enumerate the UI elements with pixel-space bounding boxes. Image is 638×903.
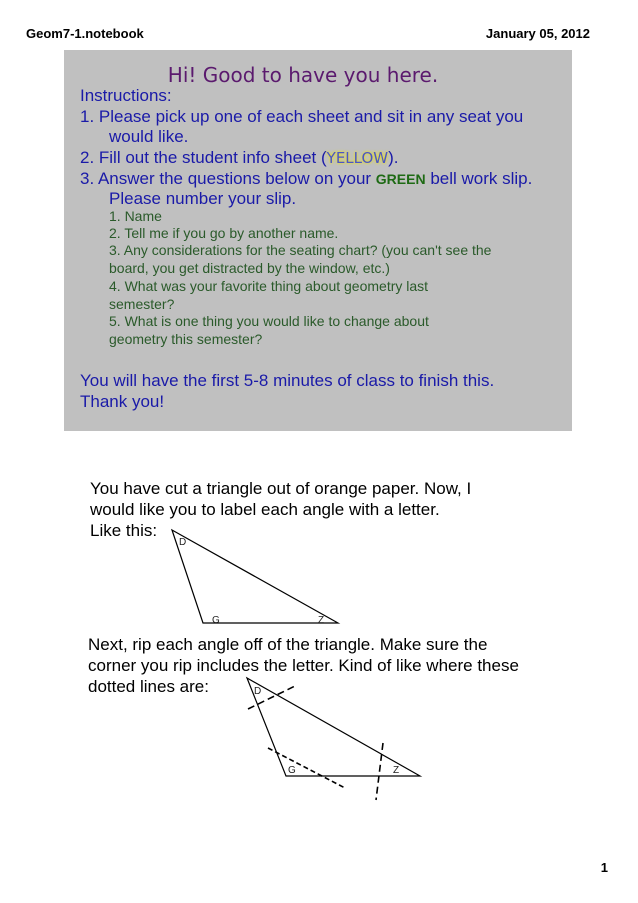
question-line: 3. Any considerations for the seating chart? (you can't see the	[109, 242, 492, 258]
tear-triangle	[247, 678, 420, 776]
closing-line-2: Thank you!	[80, 392, 165, 411]
closing-line-1: You will have the first 5-8 minutes of class to finish this.	[80, 371, 495, 390]
step-3-post: bell work slip.	[425, 169, 533, 188]
labeled-triangle	[172, 530, 338, 623]
step-1-line-a: 1. Please pick up one of each sheet and sit in any seat you	[80, 107, 524, 126]
triangle-1-label-d: D	[179, 537, 187, 548]
step-2-pre: 2. Fill out the student info sheet (	[80, 148, 327, 167]
triangle-1-label-z: Z	[318, 615, 325, 626]
question-line: 2. Tell me if you go by another name.	[109, 225, 339, 241]
question-line: 1. Name	[109, 208, 162, 224]
section-1-line-2: would like you to label each angle with a letter.	[90, 500, 440, 519]
section-1-line-3: Like this:	[90, 521, 158, 540]
question-line: 4. What was your favorite thing about geometry last	[109, 278, 429, 294]
section-2-line-1: Next, rip each angle off of the triangle. Make sure the	[88, 635, 488, 654]
triangle-2-label-z: Z	[393, 765, 400, 776]
step-3-green-word: GREEN	[375, 171, 426, 187]
section-1-line-1: You have cut a triangle out of orange paper. Now, I	[90, 479, 472, 498]
question-line: geometry this semester?	[109, 331, 263, 347]
page-date: January 05, 2012	[485, 26, 590, 41]
step-2-post: ).	[388, 148, 399, 167]
page-number: 1	[600, 860, 608, 875]
triangle-2-label-d: D	[254, 686, 262, 697]
tear-line-g	[268, 748, 345, 788]
step-2-yellow-word: YELLOW	[326, 149, 389, 167]
step-3-pre: 3. Answer the questions below on your	[80, 169, 376, 188]
step-3-line-b: Please number your slip.	[109, 189, 297, 208]
triangle-2-label-g: G	[288, 765, 296, 776]
section-2-line-3: dotted lines are:	[88, 677, 209, 696]
question-line: board, you get distracted by the window, etc.)	[109, 260, 390, 276]
triangle-1-label-g: G	[212, 615, 220, 626]
question-line: 5. What is one thing you would like to change about	[109, 313, 429, 329]
question-line: semester?	[109, 296, 175, 312]
instructions-heading: Instructions:	[80, 86, 172, 105]
notebook-filename: Geom7-1.notebook	[26, 26, 144, 41]
section-2-line-2: corner you rip includes the letter. Kind of like where these	[88, 656, 519, 675]
panel-title: Hi! Good to have you here.	[167, 63, 439, 87]
step-1-line-b: would like.	[109, 127, 189, 146]
